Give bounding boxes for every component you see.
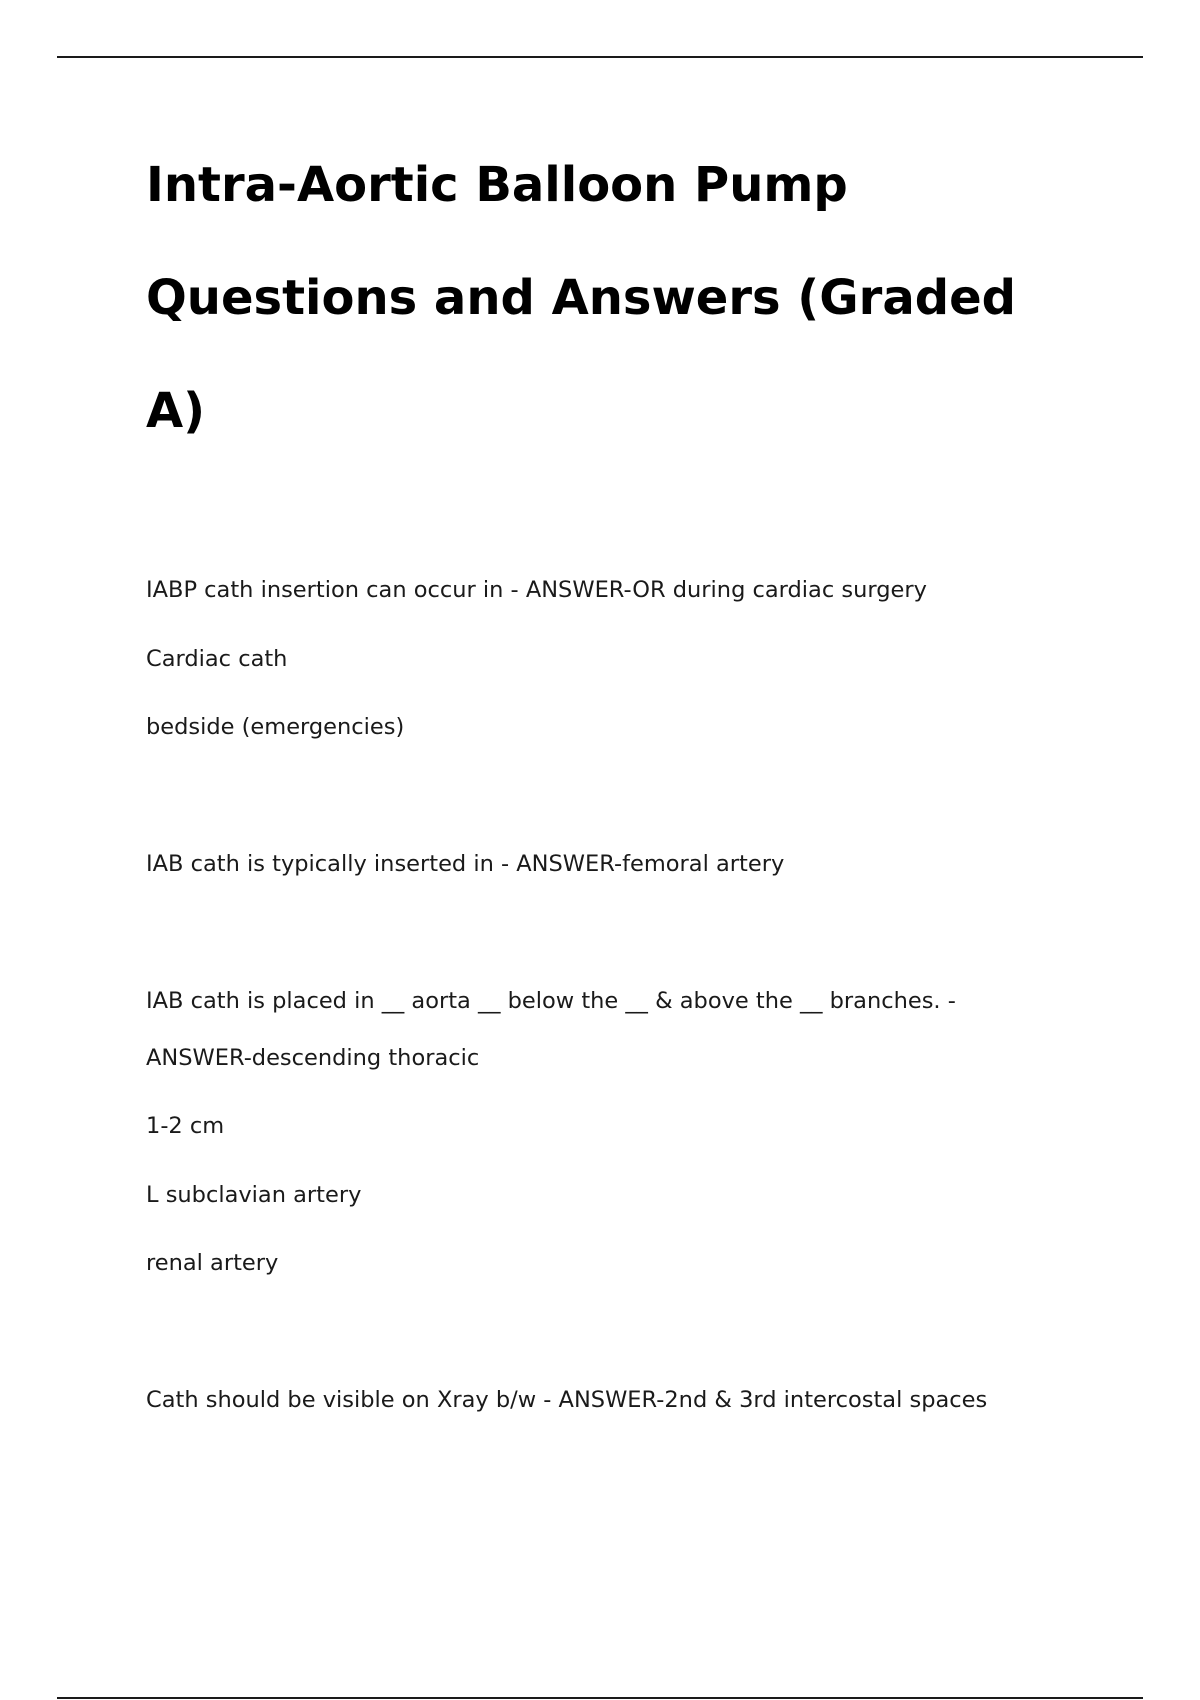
qa-1-question: IABP cath insertion can occur in - ANSWER-OR during cardiac surgery	[146, 577, 927, 603]
document-title-line-2: Questions and Answers (Graded	[146, 270, 1016, 326]
qa-2-question: IAB cath is typically inserted in - ANSWER-femoral artery	[146, 851, 785, 877]
qa-4-question: Cath should be visible on Xray b/w - ANSWER-2nd & 3rd intercostal spaces	[146, 1387, 988, 1413]
qa-1-answer-line-2: bedside (emergencies)	[146, 714, 405, 740]
document-title-line-3: A)	[146, 383, 206, 439]
qa-1-answer-line-1: Cardiac cath	[146, 646, 288, 672]
top-divider	[57, 56, 1143, 58]
qa-3-answer-line-2: L subclavian artery	[146, 1182, 362, 1208]
qa-3-question-line-2: ANSWER-descending thoracic	[146, 1045, 480, 1071]
qa-3-question-line-1: IAB cath is placed in __ aorta __ below the __ & above the __ branches. -	[146, 988, 956, 1014]
qa-3-answer-line-3: renal artery	[146, 1250, 279, 1276]
document-title-line-1: Intra-Aortic Balloon Pump	[146, 157, 848, 213]
bottom-divider	[57, 1697, 1143, 1699]
qa-3-answer-line-1: 1-2 cm	[146, 1113, 225, 1139]
